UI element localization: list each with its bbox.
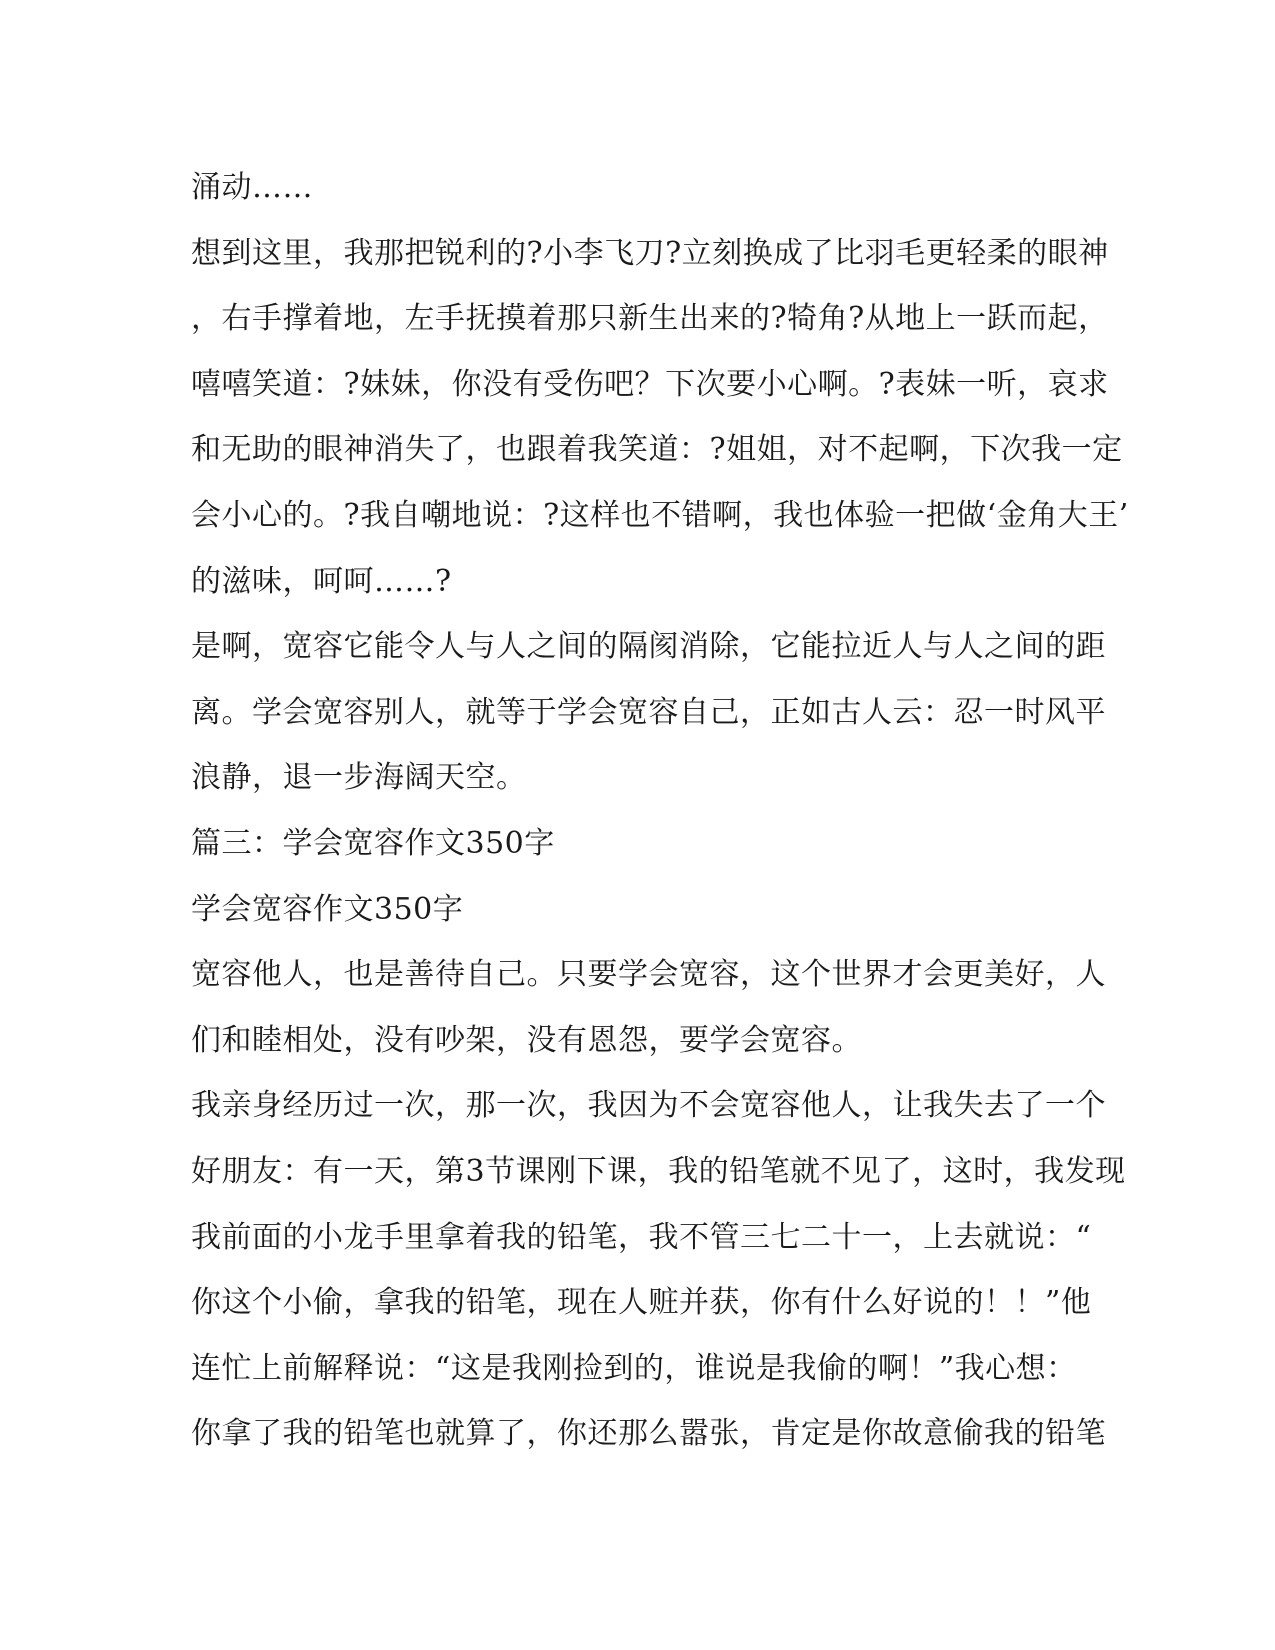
text-line: 涌动…… [191, 170, 313, 205]
article-title: 学会宽容作文350字 [191, 891, 464, 927]
text-line: 是啊，宽容它能令人与人之间的隔阂消除，它能拉近人与人之间的距 [191, 629, 1106, 665]
text-line: 想到这里，我那把锐利的?小李飞刀?立刻换成了比羽毛更轻柔的眼神 [191, 235, 1109, 271]
section-heading: 篇三：学会宽容作文350字 [191, 825, 555, 861]
text-line: 你拿了我的铅笔也就算了，你还那么嚣张，肯定是你故意偷我的铅笔 [191, 1416, 1106, 1452]
text-line: 的滋味，呵呵……? [191, 563, 452, 599]
text-line: 你这个小偷，拿我的铅笔，现在人赃并获，你有什么好说的！！”他 [191, 1285, 1092, 1321]
text-line: 好朋友：有一天，第3节课刚下课，我的铅笔就不见了，这时，我发现 [191, 1153, 1126, 1189]
text-line: 我亲身经历过一次，那一次，我因为不会宽容他人，让我失去了一个 [191, 1088, 1106, 1124]
document-body [191, 164, 1129, 1476]
text-line: 们和睦相处，没有吵架，没有恩怨，要学会宽容。 [191, 1022, 862, 1058]
text-line: 和无助的眼神消失了，也跟着我笑道：?姐姐，对不起啊，下次我一定 [191, 432, 1123, 468]
text-line: 嘻嘻笑道：?妹妹，你没有受伤吧？下次要小心啊。?表妹一听，哀求 [191, 366, 1109, 402]
text-line: 浪静，退一步海阔天空。 [191, 760, 527, 796]
text-line: 宽容他人，也是善待自己。只要学会宽容，这个世界才会更美好，人 [191, 957, 1106, 993]
text-line: 连忙上前解释说：“这是我刚捡到的，谁说是我偷的啊！”我心想： [191, 1350, 1077, 1386]
text-line: 离。学会宽容别人，就等于学会宽容自己，正如古人云：忍一时风平 [191, 694, 1106, 730]
text-line: ，右手撑着地，左手抚摸着那只新生出来的?犄角?从地上一跃而起， [191, 301, 1109, 337]
text-line: 我前面的小龙手里拿着我的铅笔，我不管三七二十一，上去就说：“ [191, 1219, 1092, 1255]
text-line: 会小心的。?我自嘲地说：?这样也不错啊，我也体验一把做‘金角大王’ [191, 497, 1129, 533]
